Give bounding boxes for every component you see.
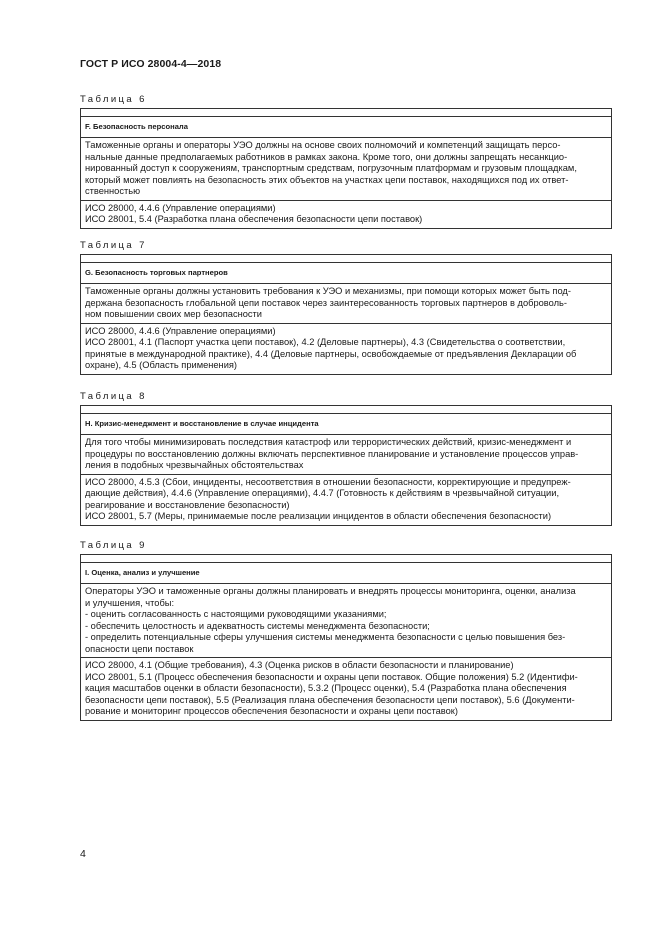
- table-6-heading: F. Безопасность персонала: [81, 117, 612, 138]
- table-9-description-line: Операторы УЭО и таможенные органы должны планировать и внедрять процессы мониторинга, оценки, анализа: [85, 586, 576, 596]
- table-9-description-line: - оценить согласованность с настоящими руководящими указаниями;: [85, 609, 387, 619]
- table-7-caption: Таблица 7: [80, 240, 147, 251]
- table-7-description-line: Таможенные органы должны установить требования к УЭО и механизмы, при помощи которых может быть под-: [85, 286, 571, 296]
- table-8-description-line: Для того чтобы минимизировать последствия катастроф или террористических действий, кризис-менеджмент и: [85, 437, 572, 447]
- table-7-reference-line: ИСО 28001, 4.1 (Паспорт участка цепи поставок), 4.2 (Деловые партнеры), 4.3 (Свидетельства о соответствии,: [85, 337, 566, 347]
- table-8-references: [81, 474, 612, 525]
- table-6-description-line: нированный доступ к сооружениям, транспортным средствам, погрузочным платформам и грузовым площадкам,: [85, 163, 577, 173]
- table-9-references: [81, 658, 612, 721]
- table-8-reference-line: реагирование и восстановление безопасности): [85, 499, 290, 510]
- table-6-description-line: нальные данные предполагаемых работников в рамках закона. Кроме того, они должны запрещать несанкцио-: [85, 151, 568, 162]
- table-6-description-line: ственностью: [85, 186, 141, 196]
- table-7-description-line: ном повышении своих мер безопасности: [85, 309, 263, 319]
- table-6-description: [81, 138, 612, 201]
- table-8-heading: H. Кризис-менеджмент и восстановление в случае инцидента: [81, 414, 612, 435]
- table-6-reference-line: ИСО 28001, 5.4 (Разработка плана обеспечения безопасности цепи поставок): [85, 214, 423, 224]
- table-9-caption: Таблица 9: [80, 540, 147, 551]
- table-8: [80, 405, 612, 526]
- table-6: [80, 108, 612, 229]
- table-7: [80, 254, 612, 375]
- table-8-description-line: процедуры по восстановлению должны включать перспективное планирование и установление процессов управ-: [85, 448, 579, 459]
- table-7-description: [81, 284, 612, 324]
- table-9-reference-line: безопасности цепи поставок), 5.5 (Реализация плана обеспечения безопасности цепи поставок), 5.6 (Документи-: [85, 694, 575, 705]
- document-header: ГОСТ Р ИСО 28004-4—2018: [80, 58, 222, 70]
- table-9-description-line: и улучшения, чтобы:: [85, 597, 175, 608]
- table-6-reference-line: ИСО 28000, 4.4.6 (Управление операциями): [85, 202, 276, 213]
- table-9-reference-line: ИСО 28000, 4.1 (Общие требования), 4.3 (Оценка рисков в области безопасности и планирование): [85, 660, 514, 670]
- table-9-reference-line: кация масштабов оценки в области безопасности), 5.3.2 (Процесс оценки), 5.4 (Разработка плана обеспечения: [85, 683, 567, 693]
- table-7-reference-line: охране), 4.5 (Область применения): [85, 360, 238, 370]
- table-6-caption: Таблица 6: [80, 94, 147, 105]
- page-number: 4: [80, 848, 86, 860]
- table-9-description-line: - обеспечить целостность и адекватность системы менеджмента безопасности;: [85, 620, 430, 631]
- table-8-reference-line: ИСО 28000, 4.5.3 (Сбои, инциденты, несоответствия в отношении безопасности, корректирующие и предупреж-: [85, 476, 571, 487]
- table-7-heading: G. Безопасность торговых партнеров: [81, 263, 612, 284]
- table-8-reference-line: дающие действия), 4.4.6 (Управление операциями), 4.4.7 (Готовность к действиям в чрезвычайной ситуации,: [85, 488, 560, 498]
- table-8-description: [81, 435, 612, 475]
- table-9-reference-line: ИСО 28001, 5.1 (Процесс обеспечения безопасности и охраны цепи поставок. Общие положения) 5.2 (Идентифи-: [85, 671, 578, 682]
- table-9-description: [81, 584, 612, 658]
- table-7-references: [81, 323, 612, 374]
- table-6-description-line: который может повлиять на безопасность этих объектов на участках цепи поставок, находящихся под их ответ-: [85, 174, 569, 185]
- table-8-description-line: ления в подобных чрезвычайных обстоятельствах: [85, 460, 304, 470]
- table-8-reference-line: ИСО 28001, 5.7 (Меры, принимаемые после реализации инцидентов в области обеспечения безопасности): [85, 511, 552, 521]
- table-7-description-line: держана безопасность глобальной цепи поставок через заинтересованность торговых партнеров в доброволь-: [85, 297, 567, 308]
- table-9: [80, 554, 612, 721]
- table-6-references: [81, 200, 612, 228]
- table-7-reference-line: ИСО 28000, 4.4.6 (Управление операциями): [85, 325, 276, 336]
- table-7-reference-line: принятые в международной практике), 4.4 (Деловые партнеры, освобождаемые от предъявления Декларации об: [85, 348, 577, 359]
- table-9-description-line: опасности цепи поставок: [85, 643, 194, 654]
- table-9-description-line: - определить потенциальные сферы улучшения системы менеджмента безопасности с целью повышения без-: [85, 632, 566, 642]
- table-6-description-line: Таможенные органы и операторы УЭО должны на основе своих полномочий и компетенций защищать персо-: [85, 140, 561, 150]
- table-8-caption: Таблица 8: [80, 391, 147, 402]
- table-9-heading: I. Оценка, анализ и улучшение: [81, 563, 612, 584]
- table-9-reference-line: рование и мониторинг процессов обеспечения безопасности и охраны цепи поставок): [85, 706, 458, 716]
